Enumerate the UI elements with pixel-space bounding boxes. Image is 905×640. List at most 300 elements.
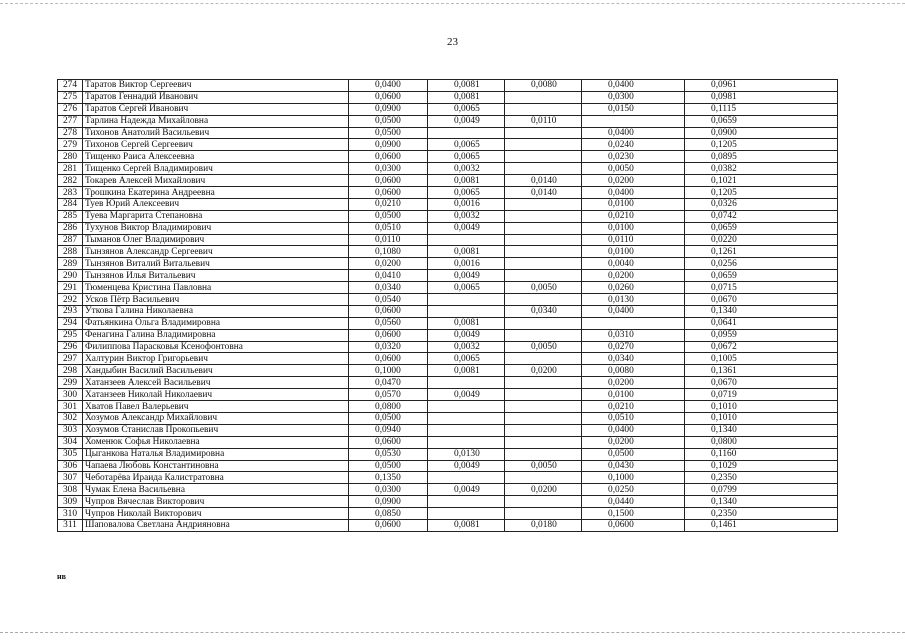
share-total: 0,1160 — [685, 448, 838, 460]
owner-name: Таратов Сергей Иванович — [83, 103, 349, 115]
share-col-4: 0,1500 — [582, 508, 685, 520]
share-col-3: 0,0080 — [505, 80, 582, 92]
share-col-1: 0,0560 — [349, 317, 428, 329]
share-col-3: 0,0050 — [505, 282, 582, 294]
table-row — [58, 258, 838, 270]
share-col-3: 0,0140 — [505, 187, 582, 199]
share-col-2 — [428, 401, 505, 413]
share-col-3 — [505, 436, 582, 448]
share-col-3 — [505, 151, 582, 163]
owner-name: Таратов Геннадий Иванович — [83, 91, 349, 103]
owner-name: Чумак Елена Васильевна — [83, 484, 349, 496]
share-col-2 — [428, 305, 505, 317]
owner-name: Халтурин Виктор Григорьевич — [83, 353, 349, 365]
share-col-2 — [428, 472, 505, 484]
share-total: 0,1115 — [685, 103, 838, 115]
table-row — [58, 270, 838, 282]
share-col-4: 0,0050 — [582, 163, 685, 175]
share-col-1: 0,0600 — [349, 187, 428, 199]
table-body — [58, 80, 838, 532]
share-col-1: 0,0300 — [349, 163, 428, 175]
share-col-2: 0,0065 — [428, 103, 505, 115]
share-col-2 — [428, 377, 505, 389]
row-number: 279 — [58, 139, 83, 151]
share-col-2 — [428, 424, 505, 436]
page-number: 23 — [447, 36, 458, 48]
table-row — [58, 389, 838, 401]
owner-name: Фенагина Галина Владимировна — [83, 329, 349, 341]
row-number: 288 — [58, 246, 83, 258]
share-total: 0,0326 — [685, 198, 838, 210]
share-col-3 — [505, 91, 582, 103]
share-col-4: 0,0210 — [582, 401, 685, 413]
table-row — [58, 151, 838, 163]
share-col-3: 0,0050 — [505, 460, 582, 472]
share-col-2 — [428, 508, 505, 520]
share-col-1: 0,0500 — [349, 412, 428, 424]
share-col-1: 0,0500 — [349, 460, 428, 472]
share-col-1: 0,0110 — [349, 234, 428, 246]
owner-name: Хватов Павел Валерьевич — [83, 401, 349, 413]
owner-name: Чупров Николай Викторович — [83, 508, 349, 520]
share-col-1: 0,0800 — [349, 401, 428, 413]
row-number: 275 — [58, 91, 83, 103]
share-col-3: 0,0050 — [505, 341, 582, 353]
share-total: 0,1340 — [685, 424, 838, 436]
table-row — [58, 80, 838, 92]
share-col-2: 0,0065 — [428, 353, 505, 365]
share-col-1: 0,0600 — [349, 329, 428, 341]
owner-name: Хатанзеев Алексей Васильевич — [83, 377, 349, 389]
share-col-3 — [505, 472, 582, 484]
share-col-4: 0,0200 — [582, 175, 685, 187]
share-total: 0,1261 — [685, 246, 838, 258]
share-col-3 — [505, 508, 582, 520]
share-col-4: 0,0100 — [582, 246, 685, 258]
share-col-3 — [505, 401, 582, 413]
share-col-1: 0,0600 — [349, 151, 428, 163]
share-col-4: 0,0150 — [582, 103, 685, 115]
share-total: 0,1205 — [685, 139, 838, 151]
share-col-1: 0,0300 — [349, 484, 428, 496]
row-number: 300 — [58, 389, 83, 401]
share-col-2: 0,0081 — [428, 246, 505, 258]
table-row — [58, 317, 838, 329]
share-col-4: 0,0040 — [582, 258, 685, 270]
share-col-3 — [505, 329, 582, 341]
share-total: 0,2350 — [685, 508, 838, 520]
share-col-1: 0,0540 — [349, 294, 428, 306]
share-col-4: 0,0430 — [582, 460, 685, 472]
share-col-4: 0,0110 — [582, 234, 685, 246]
share-col-1: 0,0600 — [349, 91, 428, 103]
share-col-1: 0,0570 — [349, 389, 428, 401]
share-col-1: 0,0500 — [349, 115, 428, 127]
share-col-4: 0,0310 — [582, 329, 685, 341]
row-number: 286 — [58, 222, 83, 234]
share-col-4: 0,0270 — [582, 341, 685, 353]
share-col-4: 0,0340 — [582, 353, 685, 365]
share-col-3 — [505, 163, 582, 175]
share-col-2: 0,0081 — [428, 519, 505, 531]
share-col-1: 0,0600 — [349, 436, 428, 448]
table-row — [58, 484, 838, 496]
share-col-2: 0,0130 — [428, 448, 505, 460]
owner-name: Тынзянов Виталий Витальевич — [83, 258, 349, 270]
share-col-1: 0,0600 — [349, 353, 428, 365]
share-col-1: 0,0600 — [349, 519, 428, 531]
share-col-2: 0,0049 — [428, 329, 505, 341]
share-total: 0,0719 — [685, 389, 838, 401]
table-row — [58, 472, 838, 484]
share-col-1: 0,0210 — [349, 198, 428, 210]
share-col-3 — [505, 246, 582, 258]
row-number: 303 — [58, 424, 83, 436]
share-col-4 — [582, 317, 685, 329]
share-col-4: 0,0130 — [582, 294, 685, 306]
share-col-3: 0,0340 — [505, 305, 582, 317]
row-number: 308 — [58, 484, 83, 496]
share-col-1: 0,0900 — [349, 496, 428, 508]
share-col-2: 0,0065 — [428, 187, 505, 199]
share-col-2 — [428, 234, 505, 246]
share-total: 0,1021 — [685, 175, 838, 187]
share-col-1: 0,0900 — [349, 139, 428, 151]
share-col-4: 0,0100 — [582, 198, 685, 210]
table-row — [58, 424, 838, 436]
row-number: 302 — [58, 412, 83, 424]
share-col-2 — [428, 436, 505, 448]
share-total: 0,1205 — [685, 187, 838, 199]
share-col-3 — [505, 127, 582, 139]
share-col-3 — [505, 389, 582, 401]
share-col-2: 0,0065 — [428, 139, 505, 151]
row-number: 289 — [58, 258, 83, 270]
share-col-4: 0,0100 — [582, 222, 685, 234]
share-col-4: 0,0080 — [582, 365, 685, 377]
share-total: 0,0670 — [685, 377, 838, 389]
owner-name: Тищенко Сергей Владимирович — [83, 163, 349, 175]
share-col-3 — [505, 222, 582, 234]
share-col-2 — [428, 412, 505, 424]
table-row — [58, 127, 838, 139]
table-row — [58, 187, 838, 199]
table-row — [58, 294, 838, 306]
share-col-3 — [505, 448, 582, 460]
owners-table — [57, 79, 838, 532]
share-col-1: 0,0530 — [349, 448, 428, 460]
share-col-1: 0,0510 — [349, 222, 428, 234]
table-row — [58, 115, 838, 127]
share-total: 0,0672 — [685, 341, 838, 353]
share-col-4: 0,0510 — [582, 412, 685, 424]
table-row — [58, 377, 838, 389]
share-col-4: 0,0600 — [582, 519, 685, 531]
share-col-2: 0,0032 — [428, 341, 505, 353]
table-row — [58, 365, 838, 377]
share-total: 0,2350 — [685, 472, 838, 484]
table-row — [58, 305, 838, 317]
share-col-2: 0,0049 — [428, 270, 505, 282]
share-col-1: 0,0500 — [349, 210, 428, 222]
share-col-4: 0,0210 — [582, 210, 685, 222]
share-col-4: 0,0240 — [582, 139, 685, 151]
share-col-2 — [428, 496, 505, 508]
share-total: 0,0641 — [685, 317, 838, 329]
share-total: 0,1010 — [685, 412, 838, 424]
owner-name: Чапаева Любовь Константиновна — [83, 460, 349, 472]
share-total: 0,0959 — [685, 329, 838, 341]
share-total: 0,1361 — [685, 365, 838, 377]
share-col-3 — [505, 234, 582, 246]
row-number: 290 — [58, 270, 83, 282]
share-col-2 — [428, 294, 505, 306]
share-col-3 — [505, 424, 582, 436]
share-col-1: 0,0410 — [349, 270, 428, 282]
share-col-4: 0,0200 — [582, 270, 685, 282]
share-total: 0,0382 — [685, 163, 838, 175]
share-col-1: 0,0940 — [349, 424, 428, 436]
table-row — [58, 139, 838, 151]
share-col-2: 0,0049 — [428, 115, 505, 127]
owner-name: Токарев Алексей Михайлович — [83, 175, 349, 187]
share-col-1: 0,0900 — [349, 103, 428, 115]
share-col-2: 0,0016 — [428, 258, 505, 270]
row-number: 298 — [58, 365, 83, 377]
row-number: 311 — [58, 519, 83, 531]
owner-name: Уткова Галина Николаевна — [83, 305, 349, 317]
owner-name: Тихонов Сергей Сергеевич — [83, 139, 349, 151]
share-col-3: 0,0200 — [505, 484, 582, 496]
share-total: 0,1010 — [685, 401, 838, 413]
share-col-4: 0,0100 — [582, 389, 685, 401]
share-col-4: 0,0400 — [582, 80, 685, 92]
row-number: 304 — [58, 436, 83, 448]
share-col-2: 0,0081 — [428, 80, 505, 92]
share-col-4: 0,0440 — [582, 496, 685, 508]
share-total: 0,0961 — [685, 80, 838, 92]
row-number: 282 — [58, 175, 83, 187]
share-col-3: 0,0180 — [505, 519, 582, 531]
share-col-2: 0,0049 — [428, 222, 505, 234]
row-number: 283 — [58, 187, 83, 199]
row-number: 274 — [58, 80, 83, 92]
share-total: 0,0659 — [685, 115, 838, 127]
share-col-3 — [505, 198, 582, 210]
table-row — [58, 412, 838, 424]
table-row — [58, 448, 838, 460]
owner-name: Таратов Виктор Сергеевич — [83, 80, 349, 92]
owner-name: Хатанзеев Николай Николаевич — [83, 389, 349, 401]
owner-name: Тихонов Анатолий Васильевич — [83, 127, 349, 139]
owner-name: Тынзянов Илья Витальевич — [83, 270, 349, 282]
row-number: 293 — [58, 305, 83, 317]
share-col-3: 0,0140 — [505, 175, 582, 187]
share-col-2: 0,0049 — [428, 460, 505, 472]
row-number: 295 — [58, 329, 83, 341]
share-col-1: 0,0850 — [349, 508, 428, 520]
owner-name: Филиппова Парасковья Ксенофонтовна — [83, 341, 349, 353]
share-total: 0,1340 — [685, 496, 838, 508]
share-col-4 — [582, 115, 685, 127]
share-col-3 — [505, 496, 582, 508]
table-row — [58, 460, 838, 472]
table-row — [58, 222, 838, 234]
row-number: 281 — [58, 163, 83, 175]
share-total: 0,0895 — [685, 151, 838, 163]
row-number: 297 — [58, 353, 83, 365]
row-number: 296 — [58, 341, 83, 353]
owner-name: Тищенко Раиса Алексеевна — [83, 151, 349, 163]
share-total: 0,0220 — [685, 234, 838, 246]
share-col-3 — [505, 353, 582, 365]
table-row — [58, 436, 838, 448]
share-total: 0,0742 — [685, 210, 838, 222]
share-total: 0,0715 — [685, 282, 838, 294]
share-total: 0,0799 — [685, 484, 838, 496]
owner-name: Туев Юрий Алексеевич — [83, 198, 349, 210]
table-row — [58, 91, 838, 103]
share-col-3 — [505, 317, 582, 329]
share-col-4: 0,1000 — [582, 472, 685, 484]
share-col-4: 0,0260 — [582, 282, 685, 294]
row-number: 291 — [58, 282, 83, 294]
share-col-1: 0,0600 — [349, 175, 428, 187]
owner-name: Фатьянкина Ольга Владимировна — [83, 317, 349, 329]
share-col-1: 0,0200 — [349, 258, 428, 270]
share-total: 0,0256 — [685, 258, 838, 270]
row-number: 294 — [58, 317, 83, 329]
share-col-2 — [428, 127, 505, 139]
share-col-3 — [505, 377, 582, 389]
row-number: 310 — [58, 508, 83, 520]
table-row — [58, 341, 838, 353]
table-row — [58, 508, 838, 520]
table-row — [58, 175, 838, 187]
share-col-4: 0,0400 — [582, 187, 685, 199]
share-total: 0,0900 — [685, 127, 838, 139]
share-col-1: 0,0320 — [349, 341, 428, 353]
share-col-2: 0,0065 — [428, 282, 505, 294]
share-col-3 — [505, 258, 582, 270]
share-col-2: 0,0081 — [428, 175, 505, 187]
share-col-2: 0,0081 — [428, 91, 505, 103]
share-total: 0,1340 — [685, 305, 838, 317]
share-col-3: 0,0110 — [505, 115, 582, 127]
share-total: 0,1005 — [685, 353, 838, 365]
owner-name: Тыманов Олег Владимирович — [83, 234, 349, 246]
share-total: 0,0670 — [685, 294, 838, 306]
row-number: 285 — [58, 210, 83, 222]
table-row — [58, 163, 838, 175]
share-col-1: 0,1000 — [349, 365, 428, 377]
row-number: 301 — [58, 401, 83, 413]
share-col-4: 0,0230 — [582, 151, 685, 163]
owner-name: Тухунов Виктор Владимирович — [83, 222, 349, 234]
share-col-3 — [505, 412, 582, 424]
share-col-3: 0,0200 — [505, 365, 582, 377]
owner-name: Туева Маргарита Степановна — [83, 210, 349, 222]
share-col-2: 0,0081 — [428, 365, 505, 377]
share-col-1: 0,0400 — [349, 80, 428, 92]
row-number: 277 — [58, 115, 83, 127]
share-col-3 — [505, 294, 582, 306]
share-col-3 — [505, 103, 582, 115]
table-row — [58, 103, 838, 115]
owner-name: Хандыбин Василий Васильевич — [83, 365, 349, 377]
share-col-4: 0,0500 — [582, 448, 685, 460]
share-col-4: 0,0300 — [582, 91, 685, 103]
row-number: 305 — [58, 448, 83, 460]
owner-name: Тынзянов Александр Сергеевич — [83, 246, 349, 258]
table-row — [58, 519, 838, 531]
share-col-2: 0,0032 — [428, 210, 505, 222]
row-number: 299 — [58, 377, 83, 389]
row-number: 284 — [58, 198, 83, 210]
share-col-1: 0,0340 — [349, 282, 428, 294]
share-col-4: 0,0200 — [582, 377, 685, 389]
row-number: 309 — [58, 496, 83, 508]
table-row — [58, 246, 838, 258]
row-number: 292 — [58, 294, 83, 306]
row-number: 287 — [58, 234, 83, 246]
table-row — [58, 210, 838, 222]
share-col-4: 0,0400 — [582, 127, 685, 139]
share-col-1: 0,0600 — [349, 305, 428, 317]
share-col-2: 0,0049 — [428, 484, 505, 496]
owner-name: Хоменюк Софья Николаевна — [83, 436, 349, 448]
scan-bottom-edge — [0, 632, 905, 633]
share-col-2: 0,0065 — [428, 151, 505, 163]
row-number: 276 — [58, 103, 83, 115]
share-total: 0,0800 — [685, 436, 838, 448]
share-col-1: 0,1080 — [349, 246, 428, 258]
corner-mark: нв — [57, 572, 66, 581]
row-number: 307 — [58, 472, 83, 484]
table-row — [58, 496, 838, 508]
scan-top-edge — [0, 3, 905, 4]
owner-name: Тарлина Надежда Михайловна — [83, 115, 349, 127]
table-row — [58, 282, 838, 294]
share-col-2: 0,0081 — [428, 317, 505, 329]
row-number: 280 — [58, 151, 83, 163]
owner-name: Чупров Вячеслав Викторович — [83, 496, 349, 508]
table-row — [58, 401, 838, 413]
share-total: 0,0981 — [685, 91, 838, 103]
share-col-4: 0,0400 — [582, 305, 685, 317]
share-col-2: 0,0016 — [428, 198, 505, 210]
share-col-4: 0,0250 — [582, 484, 685, 496]
share-col-1: 0,0470 — [349, 377, 428, 389]
owner-name: Чеботарёва Ираида Калистратовна — [83, 472, 349, 484]
table-row — [58, 329, 838, 341]
share-col-4: 0,0400 — [582, 424, 685, 436]
owner-name: Шаповалова Светлана Андрияновна — [83, 519, 349, 531]
owner-name: Усков Пётр Васильевич — [83, 294, 349, 306]
owner-name: Хозумов Александр Михайлович — [83, 412, 349, 424]
share-total: 0,1461 — [685, 519, 838, 531]
share-total: 0,0659 — [685, 270, 838, 282]
share-total: 0,1029 — [685, 460, 838, 472]
row-number: 306 — [58, 460, 83, 472]
share-col-3 — [505, 270, 582, 282]
table-row — [58, 353, 838, 365]
share-col-3 — [505, 210, 582, 222]
share-total: 0,0659 — [685, 222, 838, 234]
table-row — [58, 234, 838, 246]
owner-name: Хозумов Станислав Прокопьевич — [83, 424, 349, 436]
share-col-3 — [505, 139, 582, 151]
